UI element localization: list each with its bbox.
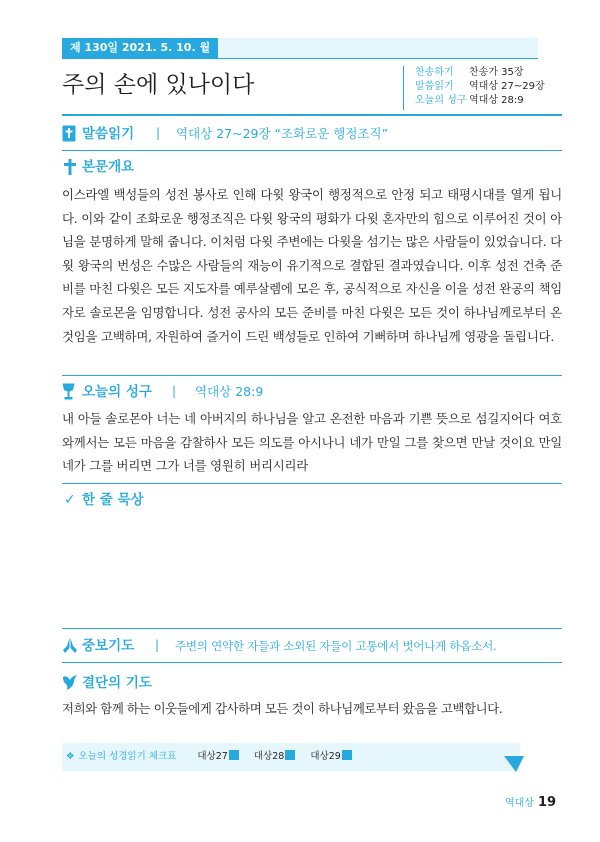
intercession-rule [62,662,562,663]
summary-text: 이스라엘 백성들의 성전 봉사로 인해 다윗 왕국이 행정적으로 안정 되고 태평시대를 열게 됩니다. 이와 같이 조화로운 행정조직은 다윗 왕국의 평화가 다윗 혼자만의 힘으로 이루어진 것이 아님을 분명하게 말해 줍니다. 이처럼 다윗 주변에는 다윗을 섬기는 많은 사람들이 있었습니다. 다윗 왕국의 번성은 수많은 사람들의 재능이 유기적으로 결합된 결과였습니다. 이후 성전 건축 준비를 마친 다윗은 모든 지도자를 예루살렘에 모은 후, 공식적으로 자신을 이을 성전 완공의 책임자로 솔로몬을 임명합니다. 성전 공사의 모든 준비를 마친 다윗은 모든 것이 하나님께로부터 온 것임을 고백하며, 자원하여 즐거이 드린 백성들로 인하여 기뻐하며 하나님께 영광을 돌립니다. [62,187,562,344]
verse-ref: 역대상 28:9 [195,384,264,399]
praying-hands-icon [62,637,78,654]
date-tag: 제 130일 2021. 5. 10. 월 [62,38,218,58]
verse-divider: | [172,384,177,398]
reading-passage: 역대상 27~29장 “조화로운 행정조직” [176,126,389,141]
diamond-icon: ❖ [66,751,75,762]
checklist-label: 오늘의 성경읽기 체크표 [78,751,177,762]
checklist [66,748,364,766]
reading-divider: | [156,126,161,140]
info-value: 역대상 27~29장 [469,81,545,92]
checklist-item: 대상27 [197,751,228,762]
dove-icon [62,674,78,691]
checkbox[interactable] [285,750,295,760]
meditation-rule [62,628,562,629]
info-row-reading [415,80,545,94]
title-rule [62,114,562,116]
verse-text: 내 아들 솔로몬아 너는 네 아버지의 하나님을 알고 온전한 마음과 기쁜 뜻으로 섬길지어다 여호와께서는 모든 마음을 감찰하사 모든 의도를 아시나니 네가 만일 그를 찾으면 만날 것이요 만일 네가 그를 버리면 그가 너를 영원히 버리시리라 [62,411,562,474]
info-key: 오늘의 성구 [415,95,467,106]
reading-rule [62,150,562,151]
intercession-label: 중보기도 [82,638,135,654]
intercession-text: 주변의 연약한 자들과 소외된 자들이 고통에서 벗어나게 하옵소서. [175,639,497,653]
info-key: 찬송하기 [415,67,454,78]
checkbox[interactable] [229,750,239,760]
summary-label: 본문개요 [82,159,135,175]
chalice-icon [62,383,75,400]
book-name: 역대상 [505,798,534,809]
page-title: 주의 손에 있나이다 [62,72,255,98]
verse-label: 오늘의 성구 [82,384,152,400]
page-number [505,795,556,812]
info-key: 말씀읽기 [415,81,454,92]
check-icon: ✓ [64,492,76,508]
header-rule [62,58,538,59]
resolution-text: 저희와 함께 하는 이웃들에게 감사하며 모든 것이 하나님께로부터 왔음을 고백합니다. [62,701,503,716]
resolution-label: 결단의 기도 [82,675,152,691]
meditation-writing-area[interactable] [62,514,562,624]
intercession-divider: | [155,638,160,652]
checkbox[interactable] [342,750,352,760]
verse-rule [62,483,562,484]
bible-icon [62,125,76,142]
summary-rule [62,375,562,376]
info-divider [403,66,404,110]
cross-icon [64,159,76,175]
info-row-hymn [415,66,545,80]
corner-fold-icon [504,756,524,772]
info-row-verse [415,94,545,108]
reading-label: 말씀읽기 [82,126,135,142]
meditation-label: 한 줄 묵상 [82,492,144,508]
info-value: 찬송가 35장 [469,67,524,78]
page-num: 19 [537,795,557,810]
info-value: 역대상 28:9 [469,95,524,106]
info-box [415,66,545,108]
checklist-item: 대상29 [310,751,341,762]
checklist-item: 대상28 [253,751,285,762]
